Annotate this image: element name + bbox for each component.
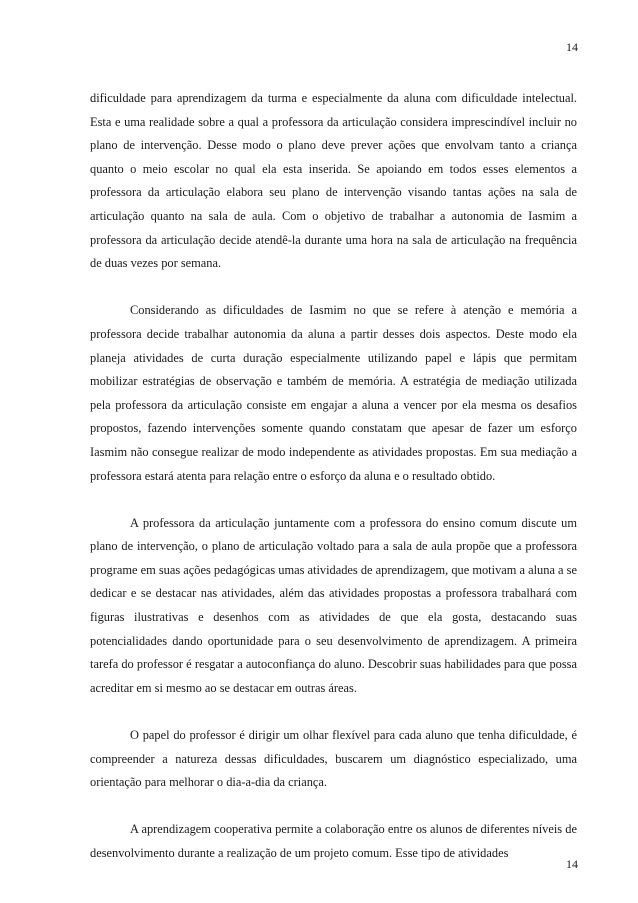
- paragraph-3: A professora da articulação juntamente com a professora do ensino comum discute um plano de intervenção, o plano de articulação voltado para a sala de aula propõe que a professora programe em suas ações pedagógicas umas atividades de aprendizagem, que motivam a aluna a se dedicar e se destacar nas atividades, além das atividades propostas a professora trabalhará com figuras ilustrativas e desenhos com as atividades de que ela gosta, destacando suas potencialidades dando oportunidade para o seu desenvolvimento de aprendizagem. A primeira tarefa do professor é resgatar a autoconfiança do aluno. Descobrir suas habilidades para que possa acreditar em si mesmo ao se destacar em outras áreas.: [90, 515, 577, 695]
- paragraph-5: A aprendizagem cooperativa permite a colaboração entre os alunos de diferentes níveis de desenvolvimento durante a realização de um projeto comum. Esse tipo de atividades: [90, 822, 577, 860]
- paragraph-1: dificuldade para aprendizagem da turma e especialmente da aluna com dificuldade intelectual. Esta e uma realidade sobre a qual a professora da articulação considera imprescindível incluir no plano de intervenção. Desse modo o plano deve prever ações que envolvam tanto a criança quanto o meio escolar no qual ela esta inserida. Se apoiando em todos esses elementos a professora da articulação elabora seu plano de intervenção visando tantas ações na sala de articulação quanto na sala de aula. Com o objetivo de trabalhar a autonomia de Iasmim a professora da articulação decide atendê-la durante uma hora na sala de articulação na frequência de duas vezes por semana.: [90, 91, 577, 271]
- page-number-header: 14: [566, 40, 578, 54]
- paragraph-2: Considerando as dificuldades de Iasmim no que se refere à atenção e memória a professora decide trabalhar autonomia da aluna a partir desses dois aspectos. Deste modo ela planeja atividades de curta duração especialmente utilizando papel e lápis que permitam mobilizar estratégias de observação e também de memória. A estratégia de mediação utilizada pela professora da articulação consiste em engajar a aluna a vencer por ela mesma os desafios propostos, fazendo intervenções somente quando constatam que apesar de fazer um esforço Iasmim não consegue realizar de modo independente as atividades propostas. Em sua mediação a professora estará atenta para relação entre o esforço da aluna e o resultado obtido.: [90, 303, 577, 483]
- body-text: [90, 87, 577, 866]
- page-number-footer: 14: [566, 857, 578, 871]
- paragraph-4: O papel do professor é dirigir um olhar flexível para cada aluno que tenha dificuldade, é compreender a natureza dessas dificuldades, buscarem um diagnóstico especializado, uma orientação para melhorar o dia-a-dia da criança.: [90, 728, 577, 790]
